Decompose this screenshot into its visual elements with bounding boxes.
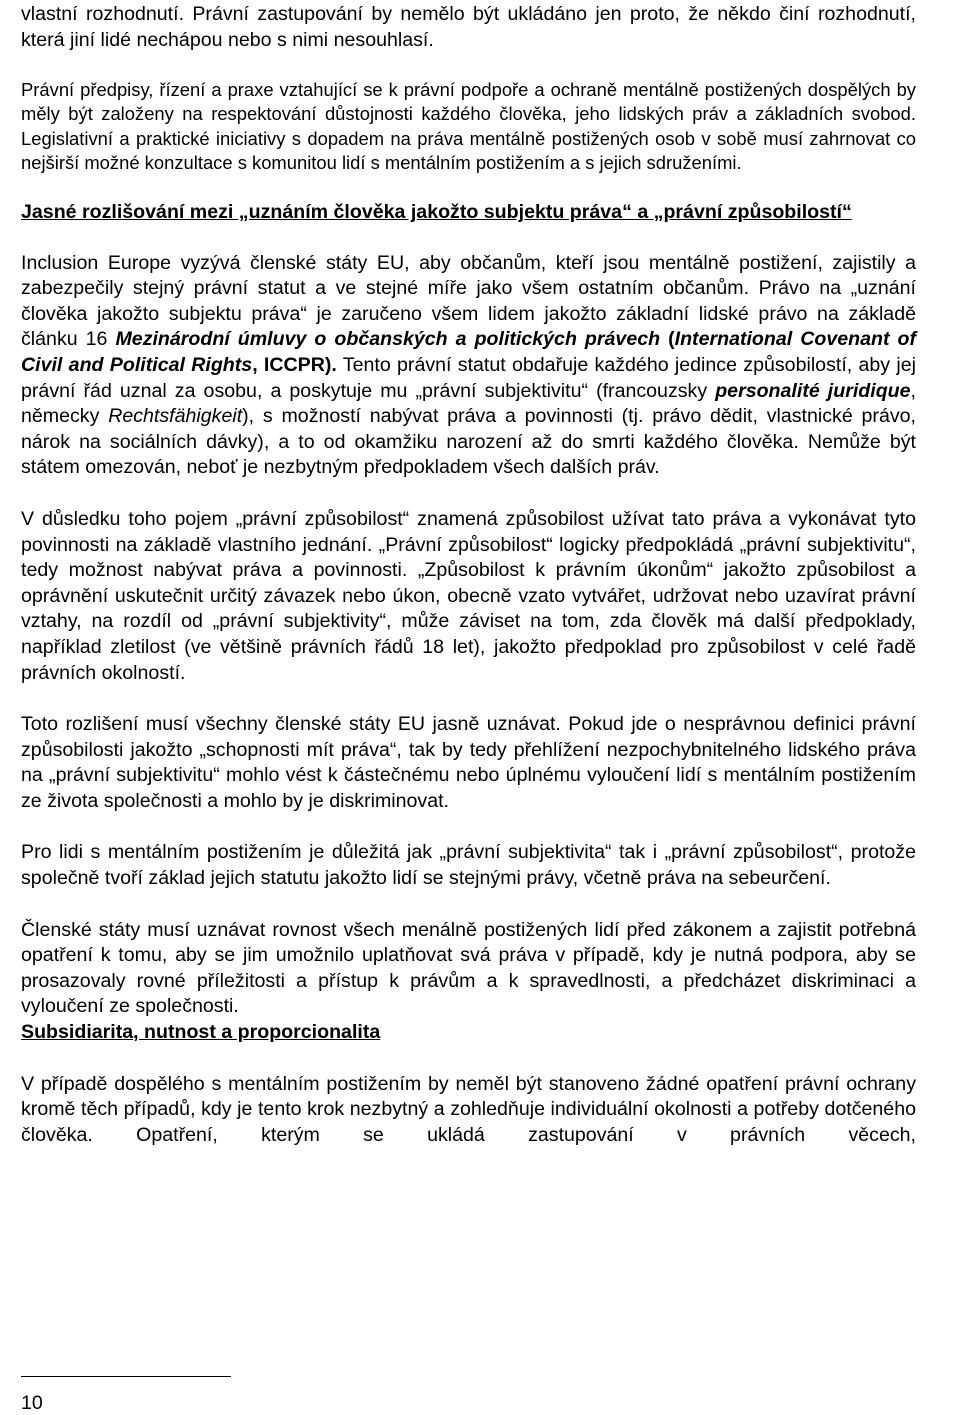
section-heading-legal-personality: Jasné rozlišování mezi „uznáním člověka jakožto subjektu práva“ a „právní způsobilostí“ (21, 201, 852, 223)
document-page (21, 0, 916, 1148)
p2-text-c: , německy (21, 379, 916, 428)
paragraph-inclusion-europe (21, 251, 916, 481)
page-number: 10 (21, 1392, 43, 1414)
paragraph-legal-capacity: V důsledku toho pojem „právní způsobilost“ znamená způsobilost užívat tato práva a vykonávat tyto povinnosti na základě vlastního jednání. „Právní způsobilost“ logicky předpokládá „právní subjektivitu“, tedy možnost nabývat práva a povinnosti. „Způsobilost k právním úkonům“ jakožto způsobilost a oprávnění uskutečnit určitý závazek nebo úkon, obecně vzato vytvářet, udržovat nebo uzavírat právní vztahy, na rozdíl od „právní subjektivity“, může záviset na tom, zda člověk má další předpoklady, například zletilost (ve většině právních řádů 18 let), jakožto předpoklad pro způsobilost v celé řadě právních okolností. (21, 507, 916, 684)
p2-text-b: Tento právní statut obdařuje každého jedince způsobilostí, aby jej právní řád uznal za osobu, a poskytuje mu „právní subjektivitu“ (francouzsky (21, 353, 916, 402)
paragraph-continuation: vlastní rozhodnutí. Právní zastupování by nemělo být ukládáno jen proto, že někdo činí rozhodnutí, která jiní lidé nechápou nebo s nimi nesouhlasí. (21, 3, 916, 51)
paragraph-member-states: Členské státy musí uznávat rovnost všech menálně postižených lidí před zákonem a zajistit potřebná opatření k tomu, aby se jim umožnilo uplatňovat svá práva v případě, kdy je nutná podpora, aby se prosazovaly rovné příležitosti a přístup k právům a k spravedlnosti, a předcházet diskriminaci a vyloučení ze společnosti. (21, 918, 916, 1018)
paragraph-legal-framework (21, 78, 916, 175)
paragraph-importance: Pro lidi s mentálním postižením je důležitá jak „právní subjektivita“ tak i „právní způsobilost“, protože společně tvoří základ jejich statutu jakožto lidí se stejnými právy, včetně práva na sebeurčení. (21, 841, 916, 890)
treaty-english-name: International Covenant of Civil and Political Rights (21, 328, 917, 376)
paragraph-legal-framework-part1: Právní předpisy, řízení a praxe vztahující se k právní podpoře a ochraně mentálně postižených dospělých by měly být založeny na respektování důstojnosti každého člověka, jeho lidských práv a základních svobod. (21, 79, 916, 125)
p2-text-a: Inclusion Europe vyzývá členské státy EU, aby občanům, kteří jsou mentálně postižení, zajistily a zabezpečily stejný právní statut a ve stejné míře jako všem ostatním občanům. Právo na „uznání člověka jakožto subjektu práva“ je zaručeno všem lidem jakožto základní lidské právo na základě článku 16 (21, 251, 916, 351)
footer-divider (21, 1376, 231, 1377)
french-term: personalité juridique (715, 379, 911, 402)
treaty-name: Mezinárodní úmluvy o občanských a politických právech (115, 328, 661, 351)
treaty-abbreviation: , ICCPR). (252, 353, 337, 376)
p2-text-d: ), s možností nabývat práva a povinnosti (tj. právo dědit, vlastnické právo, nárok na sociálních dávky), a to od okamžiku narození až do smrti každého člověka. Nemůže být státem omezován, neboť je nezbytným předpokladem všech dalších práv. (21, 405, 916, 479)
paragraph-distinction: Toto rozlišení musí všechny členské státy EU jasně uznávat. Pokud jde o nesprávnou definici právní způsobilosti jakožto „schopnosti mít práva“, tak by tedy přehlížení nezpochybnitelného lidského práva na „právní subjektivitu“ mohlo vést k částečnému nebo úplnému vyloučení lidí s mentálním postižením ze života společnosti a mohlo by je diskriminovat. (21, 713, 916, 812)
p2-open-paren: ( (660, 328, 675, 351)
paragraph-subsidiarity: V případě dospělého s mentálním postižením by neměl být stanoveno žádné opatření právní ochrany kromě těch případů, kdy je tento krok nezbytný a zohledňuje individuální okolnosti a potřeby dotčeného člověka. Opatření, kterým se ukládá zastupování v právních věcech, (21, 1072, 916, 1146)
section-heading-subsidiarity: Subsidiarita, nutnost a proporcionalita (21, 1021, 381, 1044)
paragraph-legal-framework-part2: Legislativní a praktické iniciativy s dopadem na práva mentálně postižených osob v sobě musí zahrnovat co nejširší možné konzultace s komunitou lidí s mentálním postižením a s jejich sdruženími. (21, 127, 916, 173)
german-term: Rechtsfähigkeit (108, 405, 243, 428)
